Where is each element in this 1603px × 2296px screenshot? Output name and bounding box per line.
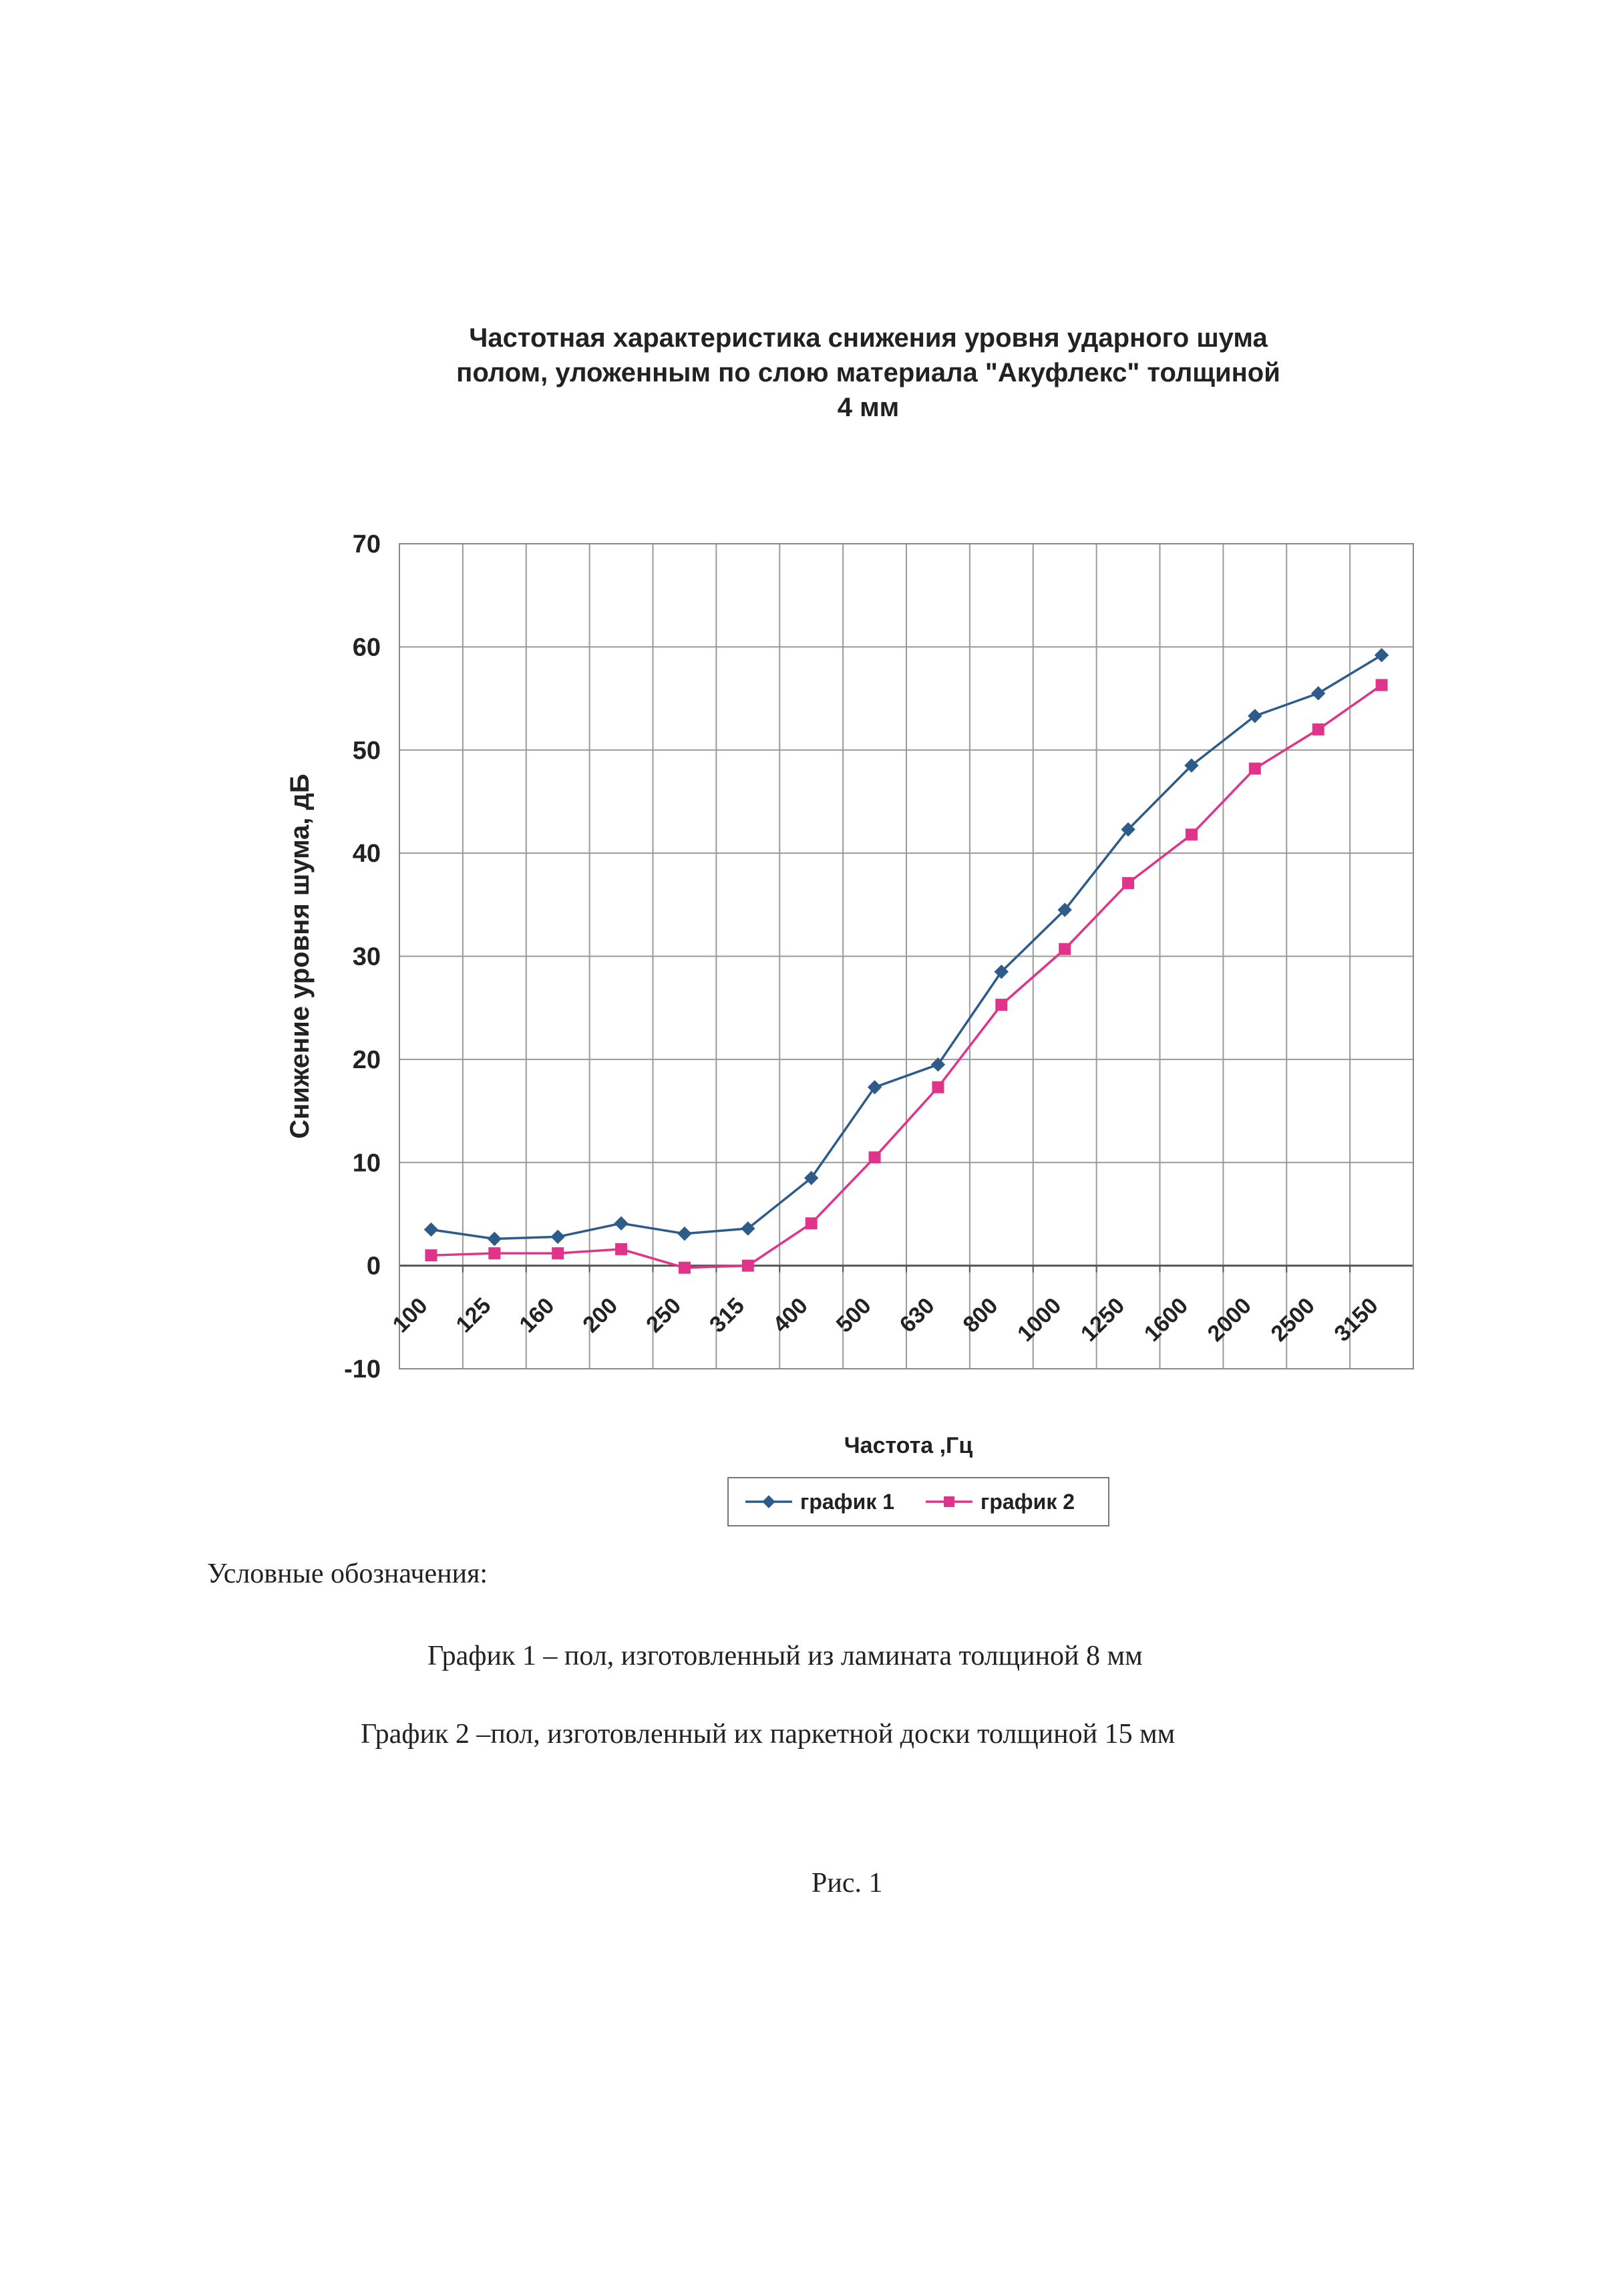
x-tick-label: 315 — [705, 1293, 750, 1338]
x-axis-label: Частота ,Гц — [844, 1433, 973, 1458]
series-2-point — [615, 1243, 627, 1255]
x-tick-label: 160 — [514, 1293, 560, 1338]
series-1-point — [424, 1223, 437, 1237]
chart-title-line-2: полом, уложенным по слою материала "Акуфлекс" толщиной — [456, 358, 1280, 387]
y-axis-tick-labels — [344, 530, 381, 1383]
series-2-point — [679, 1262, 691, 1274]
chart-title-line-3: 4 мм — [837, 393, 900, 422]
series-2-point — [806, 1217, 818, 1229]
series-2-point — [488, 1247, 500, 1259]
x-tick-label: 1000 — [1013, 1293, 1067, 1347]
series-2-point — [995, 999, 1007, 1011]
series-2-point — [869, 1152, 881, 1164]
x-tick-label: 125 — [451, 1293, 496, 1338]
series-1-point — [551, 1230, 564, 1243]
series-2-point — [742, 1260, 754, 1272]
series-2-point — [552, 1247, 564, 1259]
y-tick-label: -10 — [344, 1355, 381, 1383]
series-2-point — [1122, 877, 1134, 889]
series-1-point — [678, 1227, 691, 1241]
figure-caption: Рис. 1 — [812, 1868, 883, 1899]
series-1-point — [1375, 649, 1389, 662]
y-tick-label: 10 — [352, 1149, 381, 1178]
x-tick-label: 500 — [831, 1293, 876, 1338]
series-2-point — [1312, 723, 1324, 735]
x-tick-label: 1600 — [1139, 1293, 1194, 1347]
y-tick-label: 30 — [352, 943, 381, 971]
series-2-point — [932, 1082, 944, 1094]
x-tick-label: 3150 — [1329, 1293, 1383, 1347]
notes-heading: Условные обозначения: — [207, 1559, 488, 1589]
x-tick-label: 400 — [767, 1293, 813, 1338]
x-tick-label: 2500 — [1266, 1293, 1320, 1347]
x-tick-label: 1250 — [1075, 1293, 1130, 1347]
legend-label-1: график 1 — [800, 1490, 895, 1514]
x-tick-label: 2000 — [1202, 1293, 1257, 1347]
x-tick-label: 200 — [578, 1293, 623, 1338]
x-tick-label: 250 — [641, 1293, 687, 1338]
x-tick-label: 100 — [387, 1293, 433, 1338]
series-1-point — [614, 1216, 628, 1230]
y-tick-label: 70 — [352, 530, 381, 558]
y-tick-label: 50 — [352, 736, 381, 765]
grid — [399, 544, 1413, 1369]
chart-title-line-1: Частотная характеристика снижения уровня ударного шума — [469, 323, 1268, 353]
series-2-point — [425, 1249, 437, 1261]
y-tick-label: 60 — [352, 633, 381, 662]
note-graph-2: График 2 –пол, изготовленный их паркетной доски толщиной 15 мм — [361, 1719, 1176, 1750]
series-1-point — [1312, 687, 1325, 700]
y-tick-label: 20 — [352, 1045, 381, 1074]
series-2-point — [1376, 679, 1388, 691]
y-axis-label: Снижение уровня шума, дБ — [285, 774, 315, 1139]
x-axis-tick-labels — [388, 1293, 1383, 1346]
legend-swatch-marker — [944, 1496, 954, 1507]
series-2-point — [1186, 828, 1198, 840]
legend-label-2: график 2 — [981, 1490, 1075, 1514]
series-2-point — [1059, 943, 1071, 955]
x-tick-label: 800 — [958, 1293, 1003, 1338]
y-tick-label: 40 — [352, 840, 381, 868]
series-1-point — [488, 1232, 501, 1245]
y-tick-label: 0 — [366, 1252, 381, 1281]
series-2-point — [1249, 763, 1261, 775]
x-tick-label: 630 — [894, 1293, 940, 1338]
note-graph-1: График 1 – пол, изготовленный из ламината толщиной 8 мм — [427, 1641, 1143, 1671]
legend — [728, 1478, 1109, 1526]
